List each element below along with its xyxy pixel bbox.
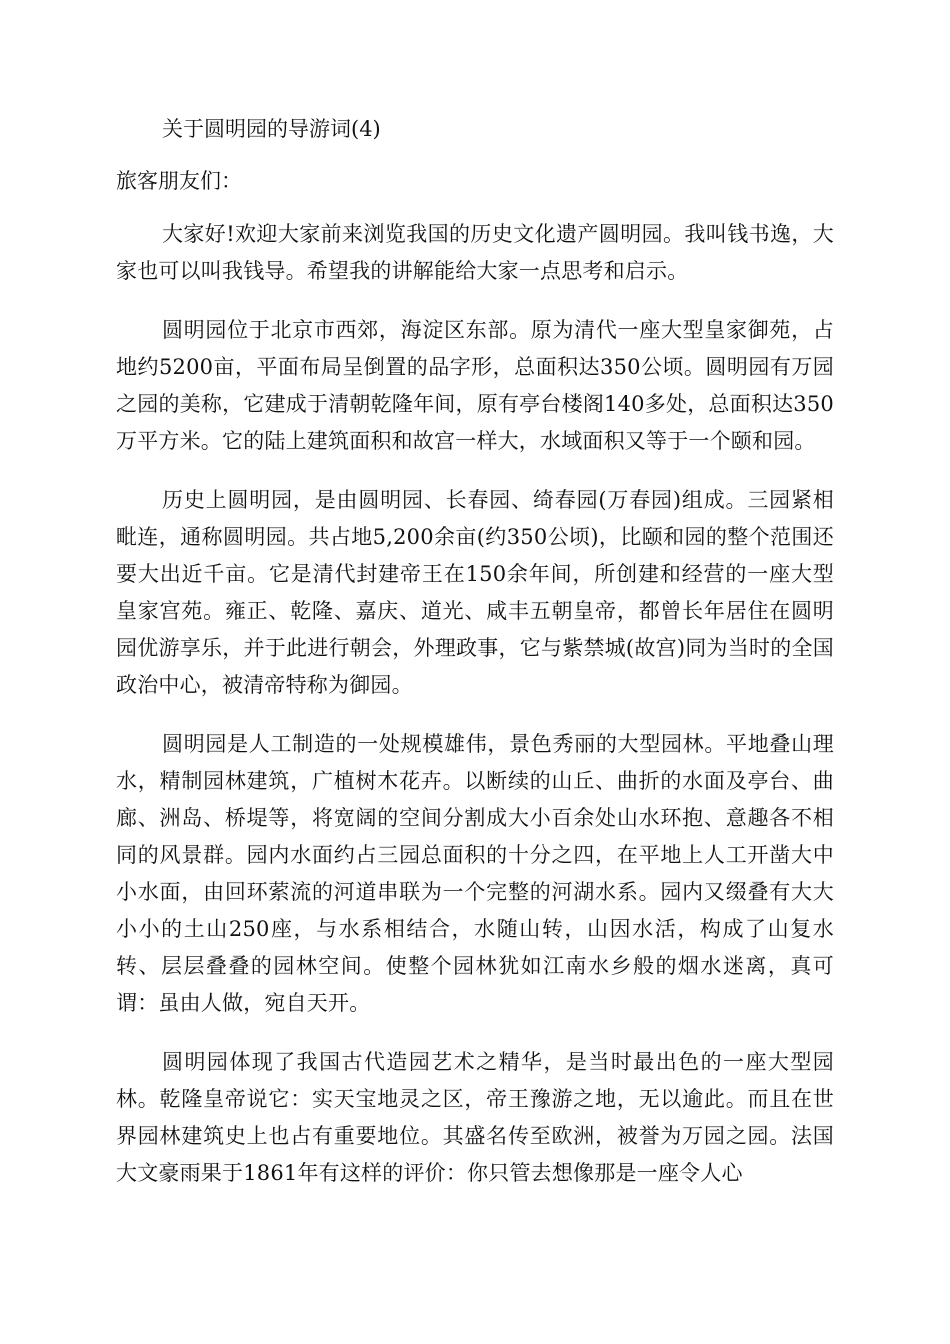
salutation: 旅客朋友们： xyxy=(116,169,242,193)
paragraph-landscape: 圆明园是人工制造的一处规模雄伟，景色秀丽的大型园林。平地叠山理水，精制园林建筑，广植树木花卉。以断续的山丘、曲折的水面及亭台、曲廊、洲岛、桥堤等，将宽阔的空间分割成大小百余处山水环抱、意趣各不相同的风景群。园内水面约占三园总面积的十分之四，在平地上人工开凿大中小水面，由回环萦流的河道串联为一个完整的河湖水系。园内又缀叠有大大小小的土山250座，与水系相结合，水随山转，山因水活，构成了山复水转、层层叠叠的园林空间。使整个园林犹如江南水乡般的烟水迷离，真可谓：虽由人做，宛自天开。 xyxy=(116,732,834,1015)
paragraph-significance: 圆明园体现了我国古代造园艺术之精华，是当时最出色的一座大型园林。乾隆皇帝说它：实天宝地灵之区，帝王豫游之地，无以逾此。而且在世界园林建筑史上也占有重要地位。其盛名传至欧洲，被誉为万园之园。法国大文豪雨果于1861年有这样的评价：你只管去想像那是一座令人心 xyxy=(116,1050,834,1185)
document-body xyxy=(116,112,834,1214)
paragraph-location: 圆明园位于北京市西郊，海淀区东部。原为清代一座大型皇家御苑，占地约5200亩，平面布局呈倒置的品字形，总面积达350公顷。圆明园有万园之园的美称，它建成于清朝乾隆年间，原有亭台楼阁140多处，总面积达350万平方米。它的陆上建筑面积和故宫一样大，水域面积又等于一个颐和园。 xyxy=(116,318,834,453)
document-title: 关于圆明园的导游词(4) xyxy=(162,117,381,141)
paragraph-history: 历史上圆明园，是由圆明园、长春园、绮春园(万春园)组成。三园紧相毗连，通称圆明园。共占地5,200余亩(约350公顷)，比颐和园的整个范围还要大出近千亩。它是清代封建帝王在150余年间，所创建和经营的一座大型皇家宫苑。雍正、乾隆、嘉庆、道光、咸丰五朝皇帝，都曾长年居住在圆明园优游享乐，并于此进行朝会，外理政事，它与紫禁城(故宫)同为当时的全国政治中心，被清帝特称为御园。 xyxy=(116,488,834,697)
paragraph-welcome: 大家好!欢迎大家前来浏览我国的历史文化遗产圆明园。我叫钱书逸，大家也可以叫我钱导。希望我的讲解能给大家一点思考和启示。 xyxy=(116,222,834,283)
